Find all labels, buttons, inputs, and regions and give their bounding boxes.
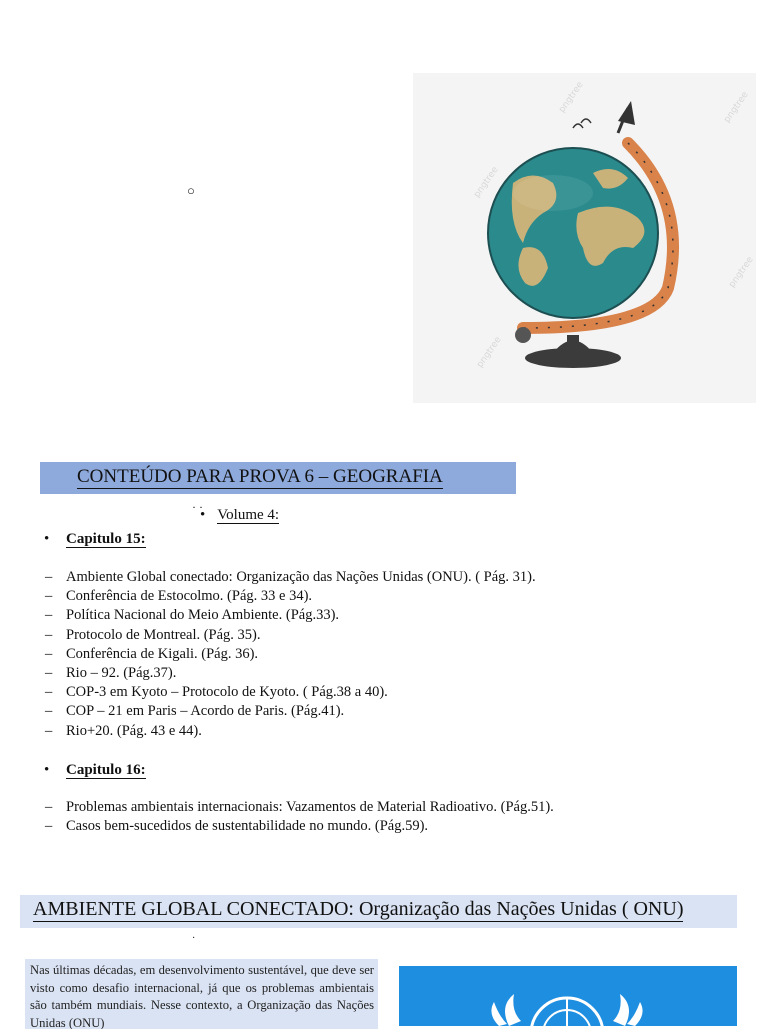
volume-label: Volume 4: — [217, 507, 280, 523]
intro-paragraph-box — [25, 959, 378, 1029]
chapter-15-bullet: • — [44, 531, 50, 547]
chapter-15-heading — [44, 531, 146, 548]
stray-dot: · — [192, 933, 196, 944]
list-item: – Ambiente Global conectado: Organização das Nações Unidas (ONU). ( Pág. 31). — [45, 569, 536, 585]
globe-image — [413, 73, 756, 403]
intro-paragraph: Nas últimas décadas, em desenvolvimento sustentável, que deve ser visto como desafio internacional, já que os problemas ambientais são também mundiais. Nesse contexto, a Organização das Nações Unidas (ONU) — [30, 963, 374, 1029]
un-emblem-icon — [399, 966, 737, 1026]
globe-icon — [413, 73, 756, 403]
volume-bullet: • — [200, 507, 206, 523]
list-item: – Rio+20. (Pág. 43 e 44). — [45, 722, 202, 739]
watermark-1: pngtree — [557, 80, 586, 115]
list-item: – Rio – 92. (Pág.37). — [45, 665, 177, 682]
list-item: – Conferência de Kigali. (Pág. 36). — [45, 645, 259, 662]
page-title: CONTEÚDO PARA PROVA 6 – GEOGRAFIA — [77, 466, 443, 487]
stray-bullet: ○ — [187, 183, 195, 198]
watermark-4: pngtree — [727, 255, 756, 290]
section-heading — [33, 897, 683, 922]
chapter-15-label: Capitulo 15: — [66, 531, 146, 547]
watermark-3: pngtree — [472, 165, 501, 200]
list-item: – Conferência de Estocolmo. (Pág. 33 e 34). — [45, 588, 313, 605]
list-item: – Casos bem-sucedidos de sustentabilidade no mundo. (Pág.59). — [45, 818, 429, 835]
un-emblem-image — [399, 966, 737, 1026]
chapter-16-bullet: • — [44, 762, 50, 778]
section-heading-rest: Organização das Nações Unidas ( ONU) — [353, 898, 684, 920]
section-heading-bold: AMBIENTE GLOBAL CONECTADO: — [33, 898, 354, 920]
chapter-16-heading — [44, 762, 146, 779]
volume-heading — [200, 507, 279, 524]
watermark-2: pngtree — [722, 90, 751, 125]
chapter-16-list — [45, 798, 554, 836]
stray-dots: · · — [192, 500, 203, 514]
chapter-15-list — [45, 568, 536, 741]
list-item: – Política Nacional do Meio Ambiente. (Pág.33). — [45, 607, 340, 624]
list-item: – COP-3 em Kyoto – Protocolo de Kyoto. ( Pág.38 a 40). — [45, 684, 388, 701]
chapter-16-label: Capitulo 16: — [66, 762, 146, 778]
list-item: – Protocolo de Montreal. (Pág. 35). — [45, 626, 261, 643]
list-item: – Problemas ambientais internacionais: Vazamentos de Material Radioativo. (Pág.51). — [45, 799, 554, 815]
watermark-5: pngtree — [475, 335, 504, 370]
list-item: – COP – 21 em Paris – Acordo de Paris. (Pág.41). — [45, 703, 345, 720]
